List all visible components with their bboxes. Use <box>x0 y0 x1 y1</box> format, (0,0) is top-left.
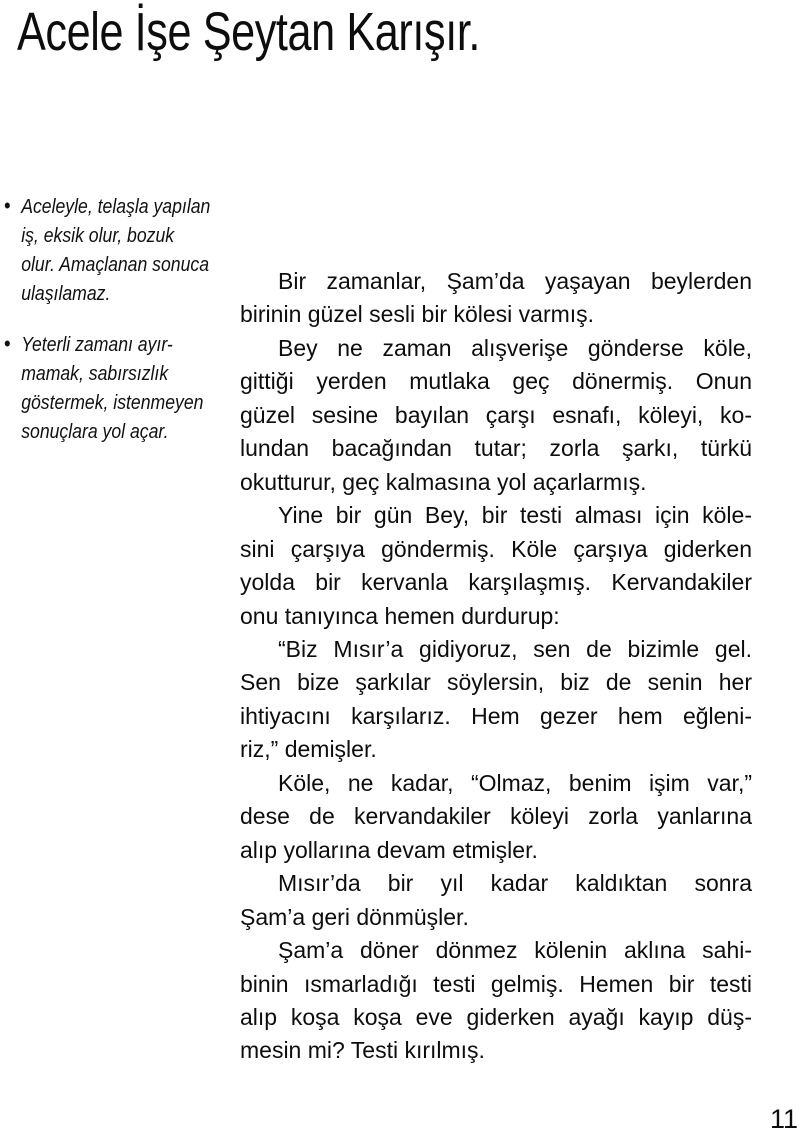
note-line: olur. Amaçlanan sonuca <box>21 253 210 276</box>
body-line: Sen bize şarkılar söylersin, biz de senin her <box>240 669 752 696</box>
body-line: riz,” demişler. <box>240 736 377 763</box>
body-line: Şam’a geri dönmüşler. <box>240 903 469 930</box>
note-line: Aceleyle, telaşla yapılan <box>21 195 211 218</box>
paragraph <box>240 633 752 767</box>
paragraph <box>240 934 752 1068</box>
story-text <box>240 265 752 1068</box>
paragraph <box>240 332 752 499</box>
body-line: lundan bacağından tutar; zorla şarkı, türkü <box>240 435 752 462</box>
body-line: Mısır’da bir yıl kadar kaldıktan sonra <box>278 870 752 897</box>
body-line: binin ısmarladığı testi gelmiş. Hemen bir testi <box>240 970 752 997</box>
body-line: Köle, ne kadar, “Olmaz, benim işim var,” <box>278 769 752 796</box>
body-line: alıp koşa koşa eve giderken ayağı kayıp düş- <box>240 1003 752 1030</box>
note-text <box>21 192 221 308</box>
body-line: güzel sesine bayılan çarşı esnafı, köleyi, ko- <box>240 401 752 428</box>
note-line: sonuçlara yol açar. <box>21 420 169 443</box>
sidebar-notes <box>4 192 221 468</box>
note-line: Yeterli zamanı ayır- <box>21 333 173 356</box>
body-line: Yine bir gün Bey, bir testi alması için köle- <box>278 502 752 529</box>
body-line: sini çarşıya göndermiş. Köle çarşıya giderken <box>240 535 752 562</box>
note-text <box>21 330 221 446</box>
body-line: dese de kervandakiler köleyi zorla yanlarına <box>240 803 752 830</box>
page-title: Acele İşe Şeytan Karışır. <box>17 2 481 62</box>
note-line: iş, eksik olur, bozuk <box>21 224 175 247</box>
body-line: Bir zamanlar, Şam’da yaşayan beylerden <box>278 268 752 294</box>
note-line: ulaşılamaz. <box>21 282 111 305</box>
page-number: 11 <box>769 1104 798 1134</box>
body-line: gittiği yerden mutlaka geç dönermiş. Onun <box>240 368 752 395</box>
note-item <box>4 192 221 308</box>
body-line: alıp yollarına devam etmişler. <box>240 836 538 863</box>
body-line: onu tanıyınca hemen durdurup: <box>240 602 560 629</box>
body-line: mesin mi? Testi kırılmış. <box>240 1037 485 1064</box>
paragraph <box>240 867 752 934</box>
body-line: “Biz Mısır’a gidiyoruz, sen de bizimle gel. <box>278 635 752 662</box>
body-line: birinin güzel sesli bir kölesi varmış. <box>240 301 595 328</box>
paragraph <box>240 265 752 332</box>
bullet-icon: • <box>4 193 11 218</box>
body-line: Şam’a döner dönmez kölenin aklına sahi- <box>278 937 752 964</box>
note-item <box>4 330 221 446</box>
body-line: okutturur, geç kalmasına yol açarlarmış. <box>240 468 647 495</box>
body-line: Bey ne zaman alışverişe gönderse köle, <box>278 334 752 361</box>
bullet-icon: • <box>4 331 11 356</box>
paragraph <box>240 767 752 867</box>
note-line: mamak, sabırsızlık <box>21 362 169 385</box>
body-line: ihtiyacını karşılarız. Hem gezer hem eğleni- <box>240 702 752 729</box>
note-line: göstermek, istenmeyen <box>21 391 204 414</box>
body-line: yolda bir kervanla karşılaşmış. Kervandakiler <box>240 569 752 596</box>
paragraph <box>240 499 752 633</box>
